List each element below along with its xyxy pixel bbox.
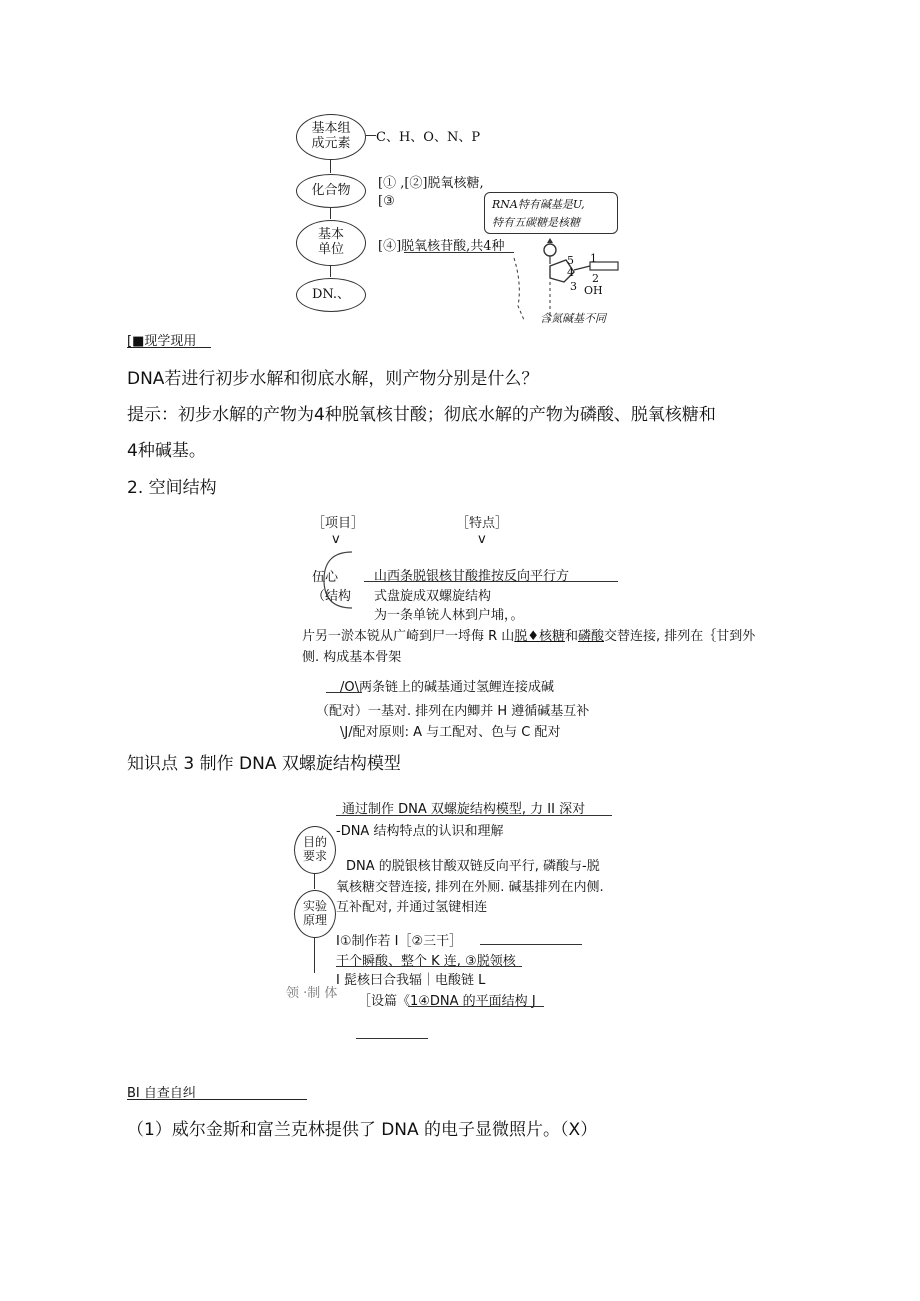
step-line-2: 干个瞬酸、整个 K 连, ③脱领核: [336, 954, 516, 969]
step-line-3: I 髭核曰合我辐｜电酸链 L: [336, 973, 486, 988]
node-basic-unit: 基本 单位: [296, 220, 366, 266]
label-basic-skeleton: 伍心: [312, 570, 339, 585]
principle-line-1: DNA 的脱银核甘酸双链反向平行, 磷酸与-脱: [346, 859, 600, 874]
question-text: DNA若进行初步水解和彻底水解，则产物分别是什么？: [127, 369, 539, 389]
feature-line-4: 片另一淤本锐从广崎到尸一埒侮 R 山脱♦核糖和磷酸交替连接, 排列在｛甘到外: [302, 629, 756, 644]
self-check-label: BI 自查自纠: [127, 1086, 196, 1101]
connector: [330, 159, 331, 173]
note-line-2: 特有五碳糖是核糖: [492, 216, 580, 229]
apply-section-label: [■现学现用: [127, 334, 197, 349]
feature-line-1: 山西条脱银核甘酸推按反向平行方: [374, 569, 570, 584]
node-dna: DN.、: [296, 278, 366, 312]
node-compounds: 化合物: [296, 174, 366, 208]
hint-line-1: 提示：初步水解的产物为4种脱氧核甘酸；彻底水解的产物为磷酸、脱氧核糖和: [127, 405, 716, 425]
compound-line-1: [① ,[②]脱氧核糖,: [378, 176, 484, 191]
step-line-1: I①制作若 I［②三干］: [336, 934, 463, 949]
section-rule: [127, 347, 211, 348]
hint-line-2: 4种碱基。: [127, 441, 206, 461]
header-feature: ［特点］: [456, 516, 509, 531]
heading-knowledge-point-3: 知识点 3 制作 DNA 双螺旋结构模型: [127, 754, 401, 774]
connector: [330, 207, 331, 219]
bottom-note: 含氮碱基不同: [540, 312, 606, 325]
carbon-2: 2: [592, 272, 599, 285]
arrow-down-icon: v: [332, 532, 340, 547]
feature-line-3: 为一条单铳人林到户埔，。: [374, 608, 524, 623]
feature-line-7: （配对）一基对. 排列在内鲫并 H 遵循碱基互补: [316, 704, 590, 719]
goal-line-1: 通过制作 DNA 双螺旋结构模型, 力 II 深对: [342, 802, 586, 817]
node-goal: 目的 要求: [294, 826, 336, 874]
carbon-3: 3: [570, 280, 577, 293]
feature-line-2: 式盘旋成双螺旋结构: [374, 589, 492, 604]
header-item: ［项目］: [312, 516, 365, 531]
principle-line-2: 氧核糖交替连接, 排列在外厕. 碱基排列在内侧.: [336, 880, 604, 895]
note-line-1: RNA特有碱基是U,: [492, 198, 585, 211]
section-rule: [127, 1099, 307, 1100]
step-line-4: ［设篇《1④DNA 的平面结构 J: [358, 994, 536, 1009]
feature-line-8: \J/配对原则: A 与工配对、色与 C 配对: [340, 725, 561, 740]
carbon-1: 1: [590, 252, 597, 265]
compound-line-2: [③: [378, 194, 395, 209]
label-structure: （结构: [312, 589, 352, 604]
feature-line-5: 侧. 构成基本骨架: [302, 650, 402, 665]
arrow-down-icon: v: [478, 532, 486, 547]
connector: [330, 265, 331, 277]
carbon-5: 5: [567, 254, 574, 267]
principle-line-3: 互补配对, 并通过氢键相连: [336, 900, 488, 915]
node-elements: 基本组 成元素: [296, 114, 366, 160]
node-principle: 实验 原理: [294, 890, 336, 938]
check-item-1: （1）威尔金斯和富兰克林提供了 DNA 的电子显微照片。（X）: [127, 1120, 598, 1140]
unit-line: [④]脱氧核苷酸,共4种: [378, 239, 505, 254]
goal-line-2: -DNA 结构特点的认识和理解: [336, 824, 504, 839]
elements-list: C、H、O、N、P: [376, 130, 481, 145]
carbon-4: 4: [567, 266, 574, 279]
hydroxyl-label: OH: [584, 284, 603, 297]
node-materials: 领 ·制 体: [286, 986, 338, 1001]
feature-line-6: /O\两条链上的碱基通过氢鲤连接成碱: [340, 680, 554, 695]
heading-spatial-structure: 2. 空间结构: [127, 478, 217, 498]
